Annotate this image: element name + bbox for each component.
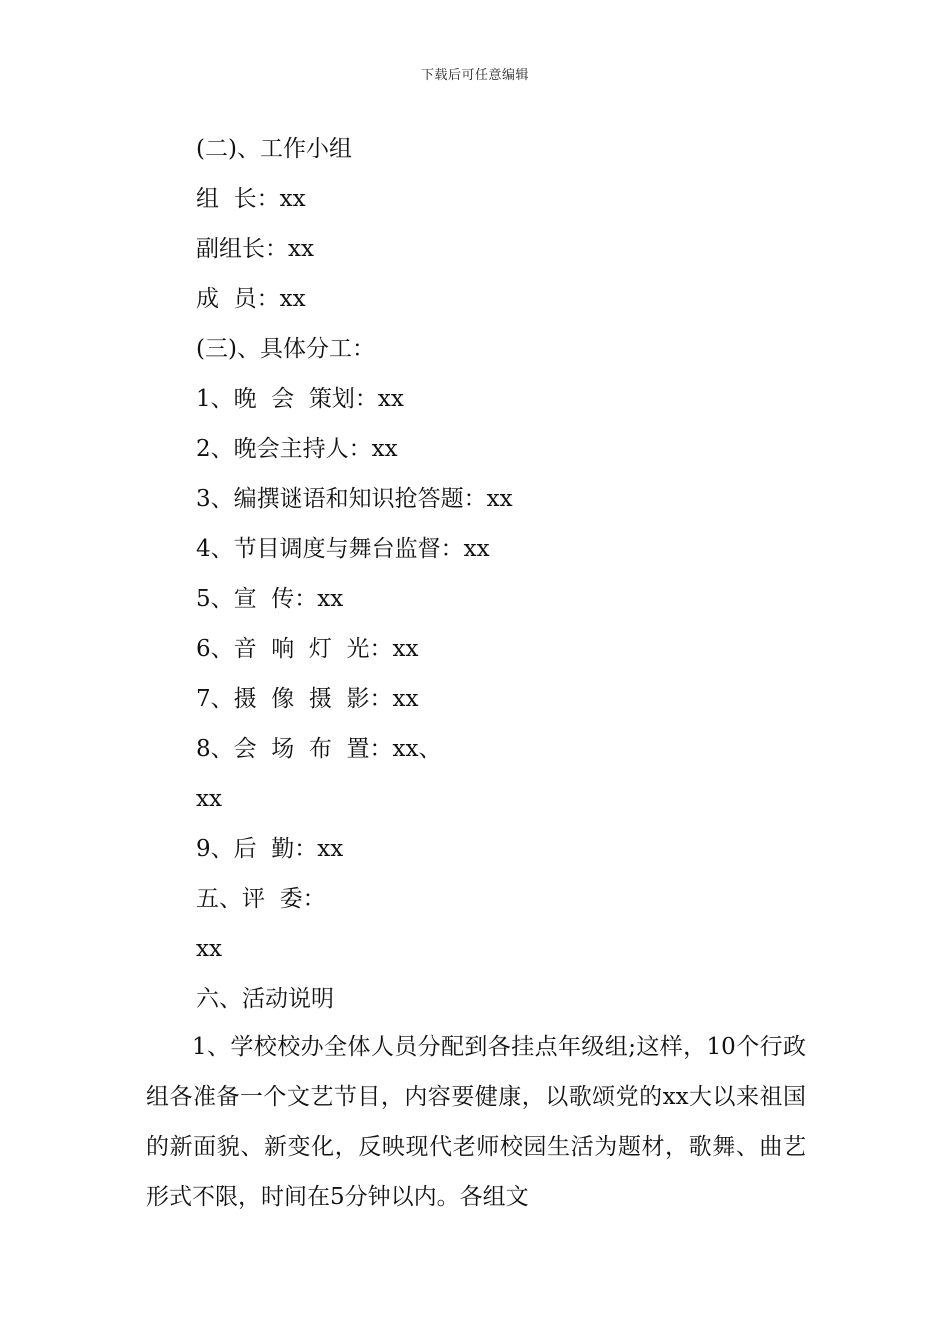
task-item-publicity: 5、宣 传：xx	[196, 586, 344, 612]
activity-description-paragraph: 1、学校校办全体人员分配到各挂点年级组;这样，10个行政组各准备一个文艺节目，内容要健康，以歌颂党的xx大以来祖国的新面貌、新变化，反映现代老师校园生活为题材，歌舞、曲艺形式不限，时间在5分钟以内。各组文	[146, 1034, 806, 1210]
judges-value: xx	[196, 936, 222, 962]
task-item-host: 2、晚会主持人：xx	[196, 436, 398, 462]
members-line: 成 员：xx	[196, 286, 306, 312]
task-item-venue-continued: xx	[196, 786, 222, 812]
deputy-leader-line: 副组长：xx	[196, 236, 314, 262]
group-leader-line: 组 长：xx	[196, 186, 306, 212]
task-item-riddles: 3、编撰谜语和知识抢答题：xx	[196, 486, 513, 512]
section-heading-judges: 五、评 委：	[196, 886, 326, 912]
task-item-logistics: 9、后 勤：xx	[196, 836, 344, 862]
task-item-photography: 7、摄 像 摄 影：xx	[196, 686, 419, 712]
section-heading-working-group: (二)、工作小组	[196, 136, 352, 162]
section-heading-division-of-labor: (三)、具体分工：	[196, 336, 375, 362]
task-item-venue: 8、会 场 布 置：xx、	[196, 736, 442, 762]
page-header-note: 下载后可任意编辑	[420, 68, 529, 83]
task-item-sound-lighting: 6、音 响 灯 光：xx	[196, 636, 419, 662]
task-item-stage: 4、节目调度与舞台监督：xx	[196, 536, 490, 562]
task-item-planning: 1、晚 会 策划：xx	[196, 386, 404, 412]
section-heading-activity-description: 六、活动说明	[196, 986, 334, 1012]
